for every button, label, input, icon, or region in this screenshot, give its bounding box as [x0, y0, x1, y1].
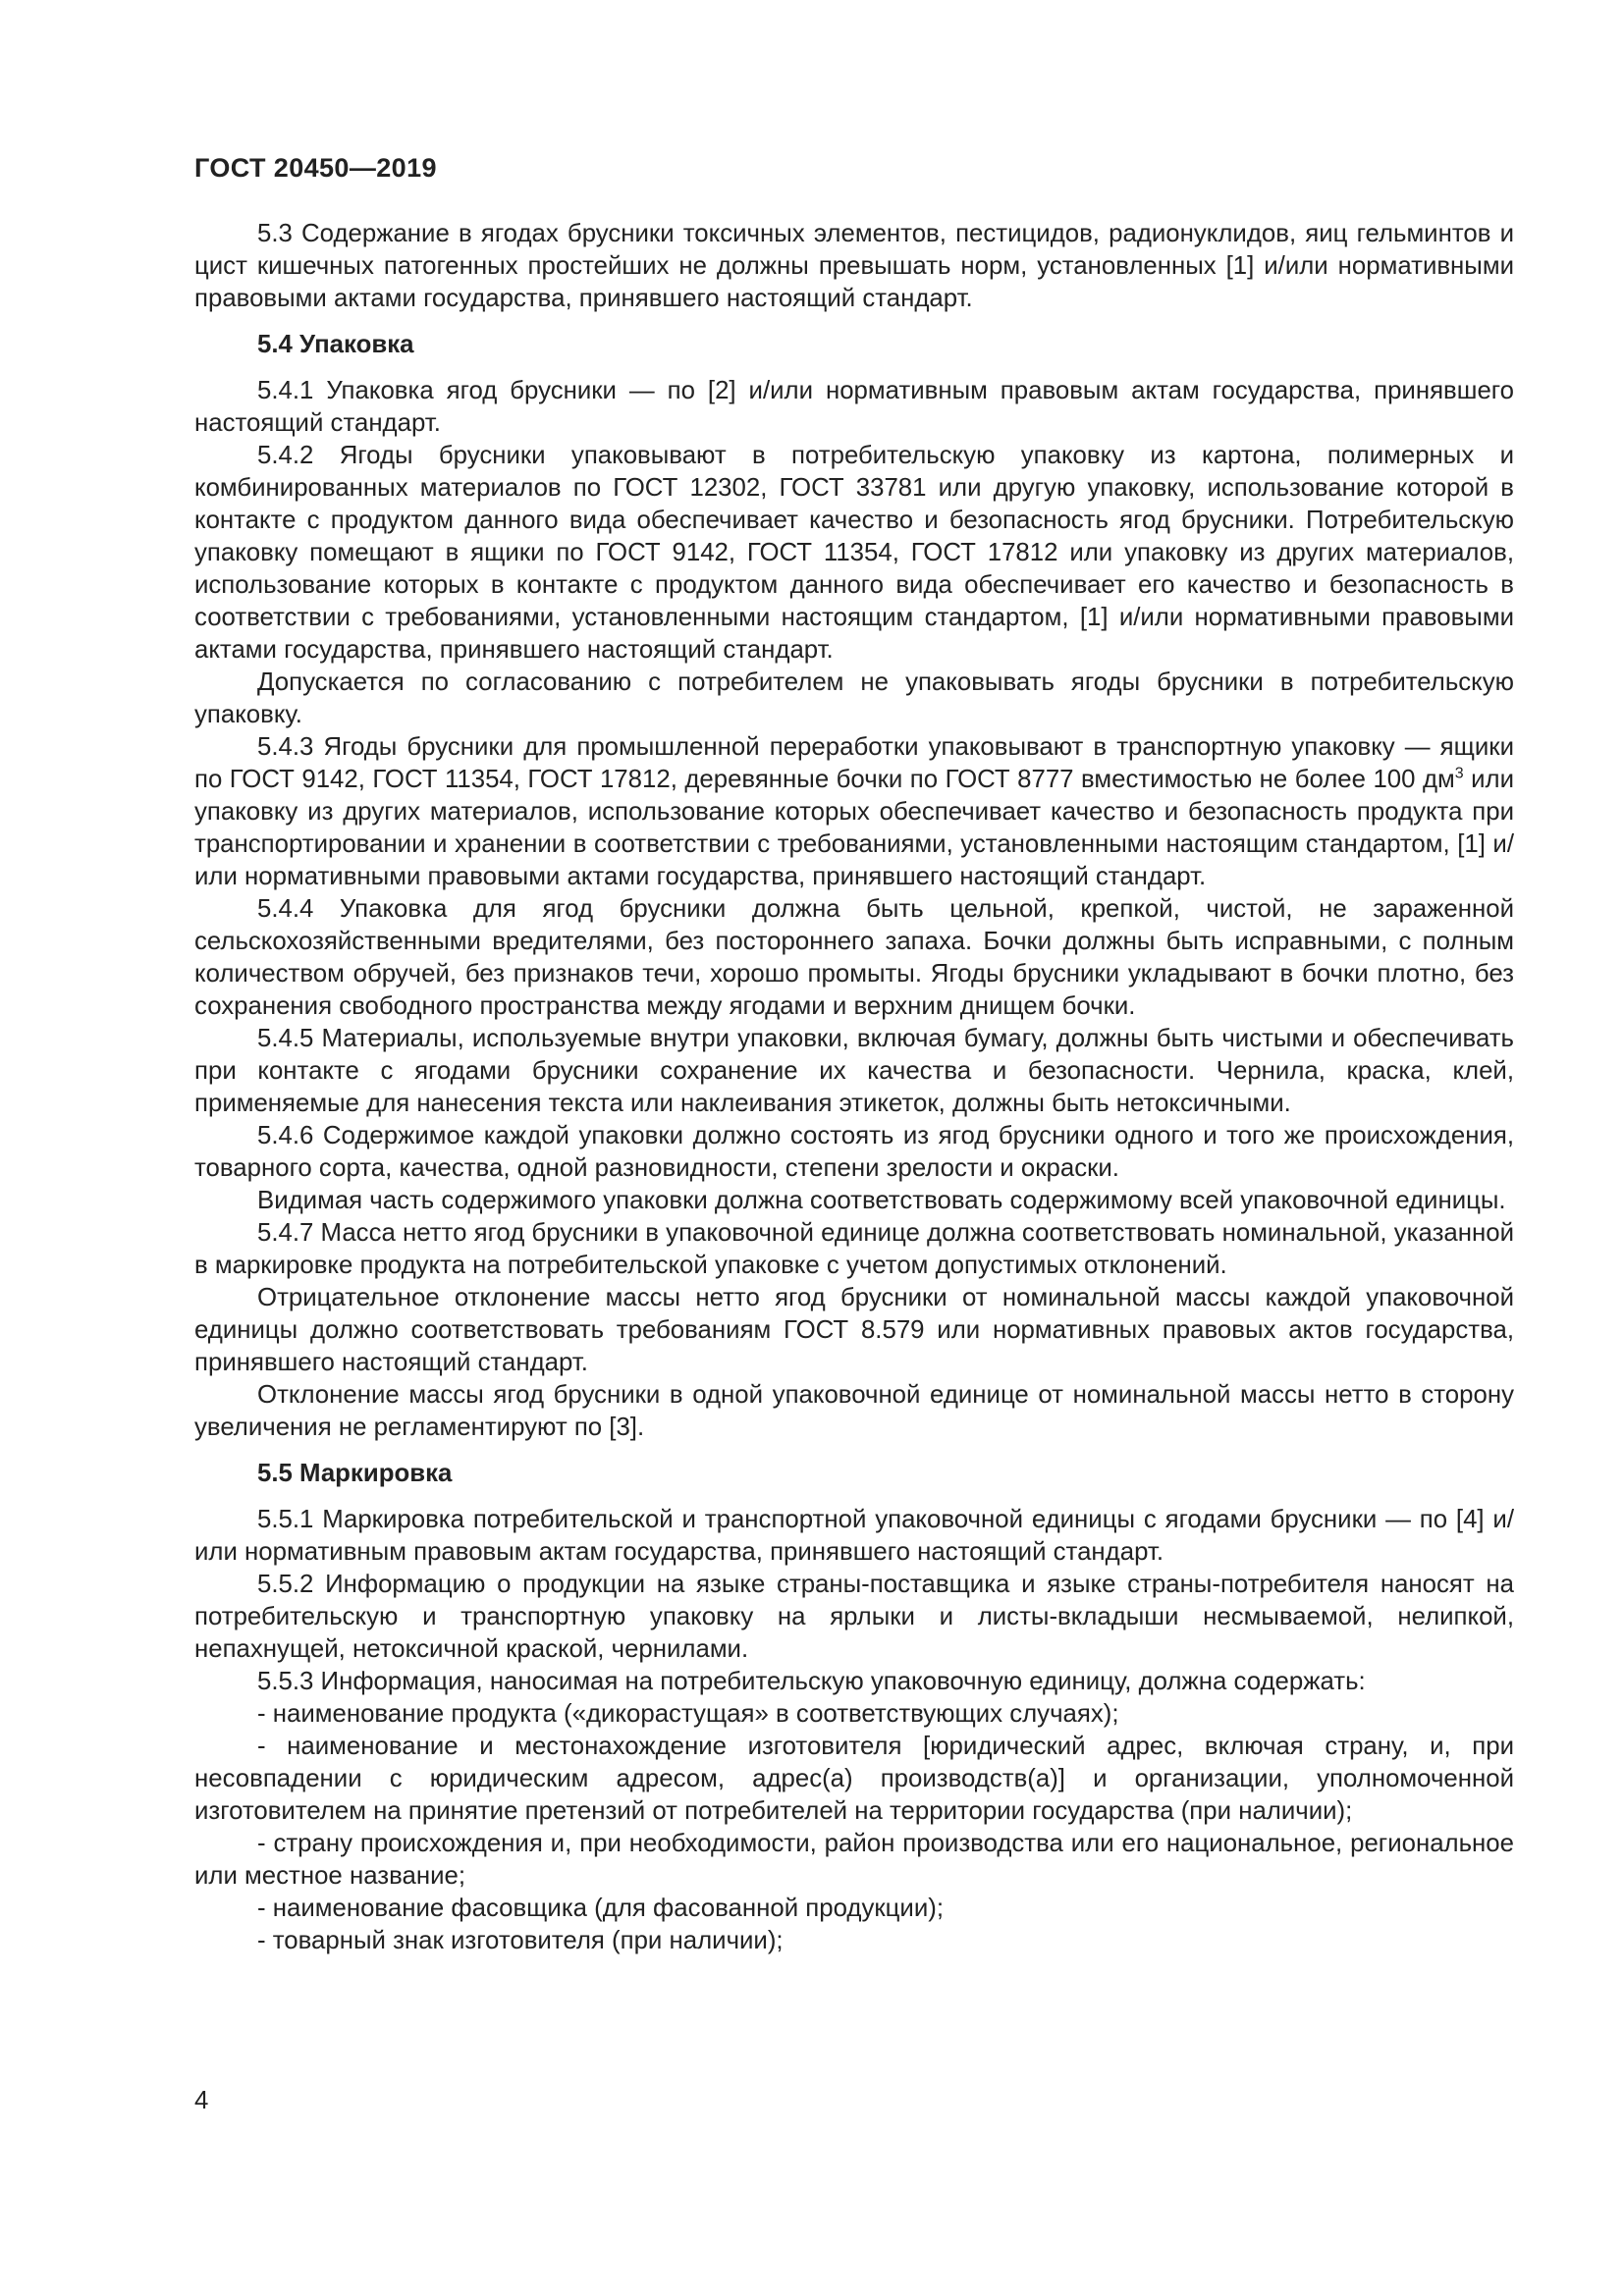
paragraph: - страну происхождения и, при необходимости, район производства или его национальное, региональное или местное название;	[194, 1830, 1514, 1890]
paragraph: Видимая часть содержимого упаковки должна соответствовать содержимому всей упаковочной единицы.	[257, 1187, 1506, 1214]
paragraph: - товарный знак изготовителя (при наличии);	[257, 1927, 784, 1954]
paragraph: Отклонение массы ягод брусники в одной упаковочной единице от номинальной массы нетто в сторону увеличения не регламентируют по [3].	[194, 1381, 1514, 1441]
paragraph: 5.4.5 Материалы, используемые внутри упаковки, включая бумагу, должны быть чистыми и обеспечивать при контакте с ягодами брусники сохранение их качества и безопасности. Чернила, краска, клей, применяемые для нанесения текста или наклеивания этикеток, должны быть нетоксичными.	[194, 1025, 1514, 1117]
paragraph-text: или упаковку из других материалов, использование которых обеспечивает качество и безопасность продукта при транспортировании и хранении в соответствии с требованиями, установленными настоящим стандартом, [1] и/или нормативными правовыми актами государства, принявшего настоящий стандарт.	[194, 766, 1514, 890]
paragraph: Допускается по согласованию с потребителем не упаковывать ягоды брусники в потребительскую упаковку.	[194, 668, 1514, 728]
paragraph: 5.4.1 Упаковка ягод брусники — по [2] и/или нормативным правовым актам государства, принявшего настоящий стандарт.	[194, 377, 1514, 437]
paragraph-text: 5.4.3 Ягоды брусники для промышленной переработки упаковывают в транспортную упаковку — ящики по ГОСТ 9142, ГОСТ 11354, ГОСТ 17812, деревянные бочки по ГОСТ 8777 вместимостью не более 100 дм	[194, 733, 1514, 793]
paragraph	[194, 731, 1514, 893]
page-number: 4	[194, 2087, 209, 2114]
paragraph: 5.4.2 Ягоды брусники упаковывают в потребительскую упаковку из картона, полимерных и комбинированных материалов по ГОСТ 12302, ГОСТ 33781 или другую упаковку, использование которой в контакте с продуктом данного вида обеспечивает качество и безопасность ягод брусники. Потребительскую упаковку помещают в ящики по ГОСТ 9142, ГОСТ 11354, ГОСТ 17812 или упаковку из других материалов, использование которых в контакте с продуктом данного вида обеспечивает его качество и безопасность в соответствии с требованиями, установленными настоящим стандартом, [1] и/или нормативными правовыми актами государства, принявшего настоящий стандарт.	[194, 442, 1514, 664]
paragraph: 5.3 Содержание в ягодах брусники токсичных элементов, пестицидов, радионуклидов, яиц гельминтов и цист кишечных патогенных простейших не должны превышать норм, установленных [1] и/или нормативными правовыми актами государства, принявшего настоящий стандарт.	[194, 220, 1514, 312]
section-heading: 5.5 Маркировка	[257, 1460, 453, 1487]
paragraph: 5.4.7 Масса нетто ягод брусники в упаковочной единице должна соответствовать номинальной, указанной в маркировке продукта на потребительской упаковке с учетом допустимых отклонений.	[194, 1219, 1514, 1279]
section-heading: 5.4 Упаковка	[257, 331, 414, 358]
paragraph: Отрицательное отклонение массы нетто ягод брусники от номинальной массы каждой упаковочной единицы должно соответствовать требованиям ГОСТ 8.579 или нормативных правовых актов государства, принявшего настоящий стандарт.	[194, 1284, 1514, 1376]
superscript: 3	[1454, 765, 1464, 782]
paragraph: 5.5.2 Информацию о продукции на языке страны-поставщика и языке страны-потребителя наносят на потребительскую и транспортную упаковку на ярлыки и листы-вкладыши несмываемой, нелипкой, непахнущей, нетоксичной краской, чернилами.	[194, 1571, 1514, 1663]
paragraph: 5.5.3 Информация, наносимая на потребительскую упаковочную единицу, должна содержать:	[257, 1668, 1366, 1695]
paragraph: 5.4.4 Упаковка для ягод брусники должна быть цельной, крепкой, чистой, не зараженной сельскохозяйственными вредителями, без постороннего запаха. Бочки должны быть исправными, с полным количеством обручей, без признаков течи, хорошо промыты. Ягоды брусники укладывают в бочки плотно, без сохранения свободного пространства между ягодами и верхним днищем бочки.	[194, 895, 1514, 1020]
paragraph: 5.5.1 Маркировка потребительской и транспортной упаковочной единицы с ягодами брусники — по [4] и/или нормативным правовым актам государства, принявшего настоящий стандарт.	[194, 1506, 1514, 1566]
document-header-id: ГОСТ 20450—2019	[194, 153, 437, 183]
paragraph: - наименование и местонахождение изготовителя [юридический адрес, включая страну, и, при несовпадении с юридическим адресом, адрес(а) производств(а)] и организации, уполномоченной изготовителем на принятие претензий от потребителей на территории государства (при наличии);	[194, 1733, 1514, 1825]
document-body	[194, 218, 1514, 1957]
paragraph: - наименование фасовщика (для фасованной продукции);	[257, 1895, 944, 1922]
paragraph: - наименование продукта («дикорастущая» в соответствующих случаях);	[257, 1700, 1119, 1728]
paragraph: 5.4.6 Содержимое каждой упаковки должно состоять из ягод брусники одного и того же происхождения, товарного сорта, качества, одной разновидности, степени зрелости и окраски.	[194, 1122, 1514, 1182]
